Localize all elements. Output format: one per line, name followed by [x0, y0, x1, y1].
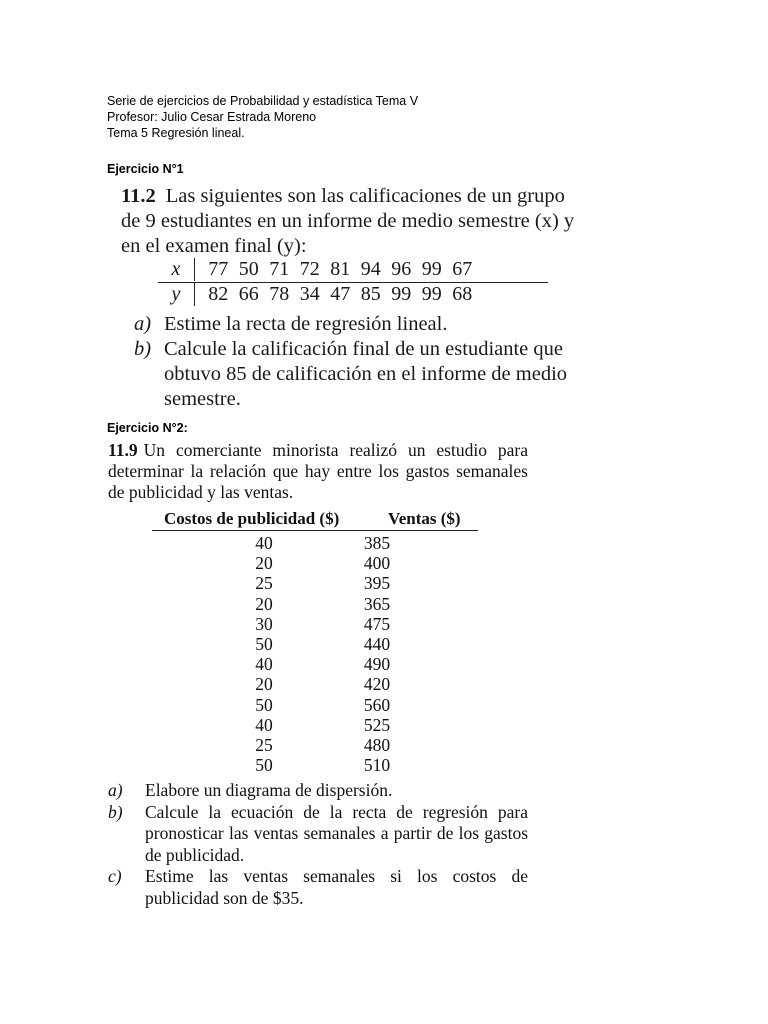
table-cell: 20 [255, 553, 273, 574]
table-cell: 25 [255, 573, 273, 594]
table-cell: 400 [363, 553, 391, 574]
table-cell: 385 [363, 533, 391, 553]
item-label: b) [134, 338, 152, 360]
list-item [108, 866, 528, 909]
table-cell: 20 [255, 593, 273, 614]
item-text: Estime las ventas semanales si los costos de publicidad son de $35. [145, 866, 528, 908]
header-line-topic: Tema 5 Regresión lineal. [107, 126, 245, 140]
exercise-2-text: Un comerciante minorista realizó un estudio para determinar la relación que hay entre los gastos semanales de publicidad y las ventas. [108, 440, 528, 502]
table-cell: 81 [330, 258, 351, 280]
exercise-1-statement [121, 184, 581, 259]
table-cell: 67 [452, 258, 473, 280]
table-row [200, 553, 480, 573]
table-cell: 560 [363, 694, 391, 715]
table-cell: 420 [363, 674, 391, 695]
table-row [200, 614, 480, 634]
table-row [200, 715, 480, 735]
table-cell: 50 [238, 258, 259, 280]
table-cell: 25 [255, 734, 273, 755]
table-cell: 20 [255, 674, 273, 695]
exercise-2-statement [108, 440, 528, 503]
table-cell: 480 [363, 734, 391, 755]
table-cell: 68 [452, 283, 473, 305]
table-cell: 71 [269, 258, 290, 280]
list-item [134, 337, 584, 412]
table-cell: 40 [255, 533, 273, 553]
column-header-costs: Costos de publicidad ($) [164, 509, 340, 528]
table-cell: 50 [255, 694, 273, 715]
exercise-1-label: Ejercicio N°1 [107, 162, 184, 176]
table-row [200, 735, 480, 755]
table-cell: 510 [363, 755, 391, 776]
list-item [134, 312, 584, 337]
row-header-x: x [158, 258, 195, 281]
table-row [200, 533, 480, 553]
exercise-2-items [108, 780, 528, 909]
table-cell: 50 [255, 633, 273, 654]
exercise-2-label: Ejercicio N°2: [107, 421, 188, 435]
item-text: Elabore un diagrama de dispersión. [145, 780, 393, 800]
table-row [200, 695, 480, 715]
header-line-course: Serie de ejercicios de Probabilidad y estadística Tema V [107, 94, 419, 108]
table-divider [152, 530, 478, 531]
table-cell: 440 [363, 633, 391, 654]
table-cell: 40 [255, 714, 273, 735]
table-row [200, 654, 480, 674]
table-cell: 395 [363, 573, 391, 594]
exercise-2-number: 11.9 [108, 440, 138, 460]
table-divider [158, 282, 548, 283]
table-cell: 94 [360, 258, 381, 280]
item-label: b) [108, 801, 123, 822]
exercise-1-items [134, 312, 584, 412]
table-cell: 47 [330, 283, 351, 305]
table-cell: 525 [363, 714, 391, 735]
header-line-professor: Profesor: Julio Cesar Estrada Moreno [107, 110, 317, 124]
table-cell: 475 [363, 613, 391, 634]
table-cell: 365 [363, 593, 391, 614]
table-row-x [158, 257, 478, 282]
table-row [200, 573, 480, 593]
table-cell: 99 [421, 258, 442, 280]
table-cell: 66 [238, 283, 259, 305]
table-row [200, 755, 480, 775]
exercise-1-text: Las siguientes son las calificaciones de un grupo de 9 estudiantes en un informe de medio semestre (x) y en el examen final (y): [121, 185, 575, 257]
table-cell: 96 [391, 258, 412, 280]
table-cell: 490 [363, 654, 391, 675]
table-cell: 78 [269, 283, 290, 305]
item-text: Calcule la calificación final de un estudiante que obtuvo 85 de calificación en el informe de medio semestre. [164, 338, 568, 410]
table-cell: 99 [391, 283, 412, 305]
table-cell: 82 [208, 283, 229, 305]
item-label: a) [108, 780, 123, 800]
item-text: Estime la recta de regresión lineal. [164, 313, 448, 335]
table-row [200, 594, 480, 614]
table-cell: 99 [421, 283, 442, 305]
table-row-y [158, 282, 478, 307]
table-cell: 40 [255, 654, 273, 675]
table-cell: 85 [360, 283, 381, 305]
table-row [200, 674, 480, 694]
column-header-sales: Ventas ($) [388, 509, 461, 528]
table-cell: 34 [299, 283, 320, 305]
item-text: Calcule la ecuación de la recta de regresión para pronosticar las ventas semanales a partir de los gastos de publicidad. [145, 801, 528, 865]
list-item [108, 802, 528, 867]
row-header-y: y [158, 283, 195, 306]
table-cell: 72 [299, 258, 320, 280]
item-label: c) [108, 866, 122, 886]
list-item [108, 780, 528, 802]
table-cell: 77 [208, 258, 229, 280]
exercise-1-number: 11.2 [121, 185, 156, 207]
table-cell: 50 [255, 755, 273, 776]
item-label: a) [134, 313, 152, 335]
exercise-2-table [200, 533, 480, 775]
table-cell: 30 [255, 613, 273, 634]
table-row [200, 634, 480, 654]
